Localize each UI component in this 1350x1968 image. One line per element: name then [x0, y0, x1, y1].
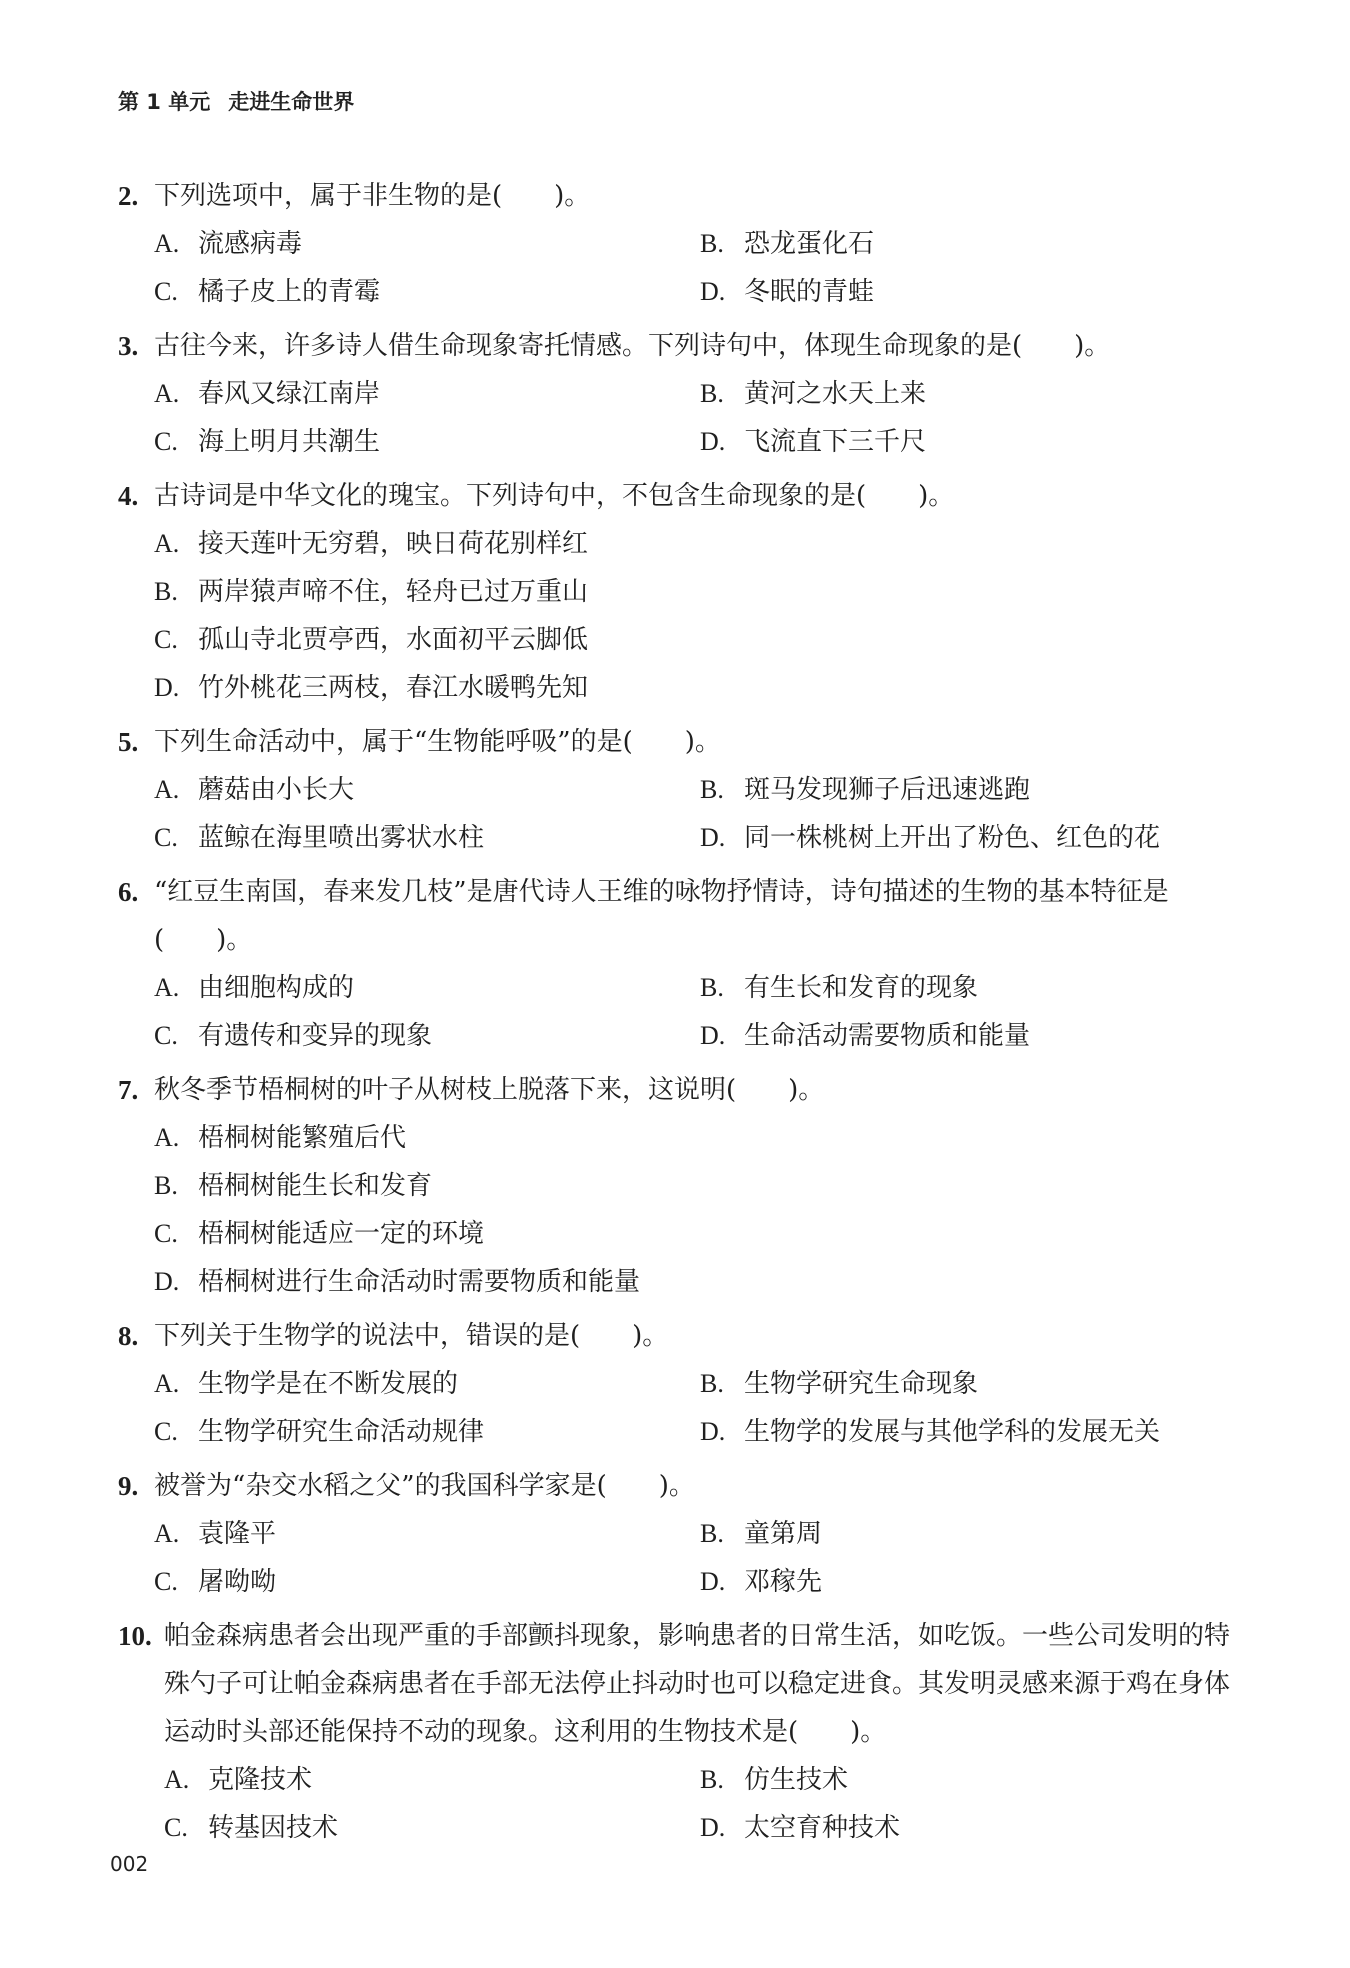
question-number: 2.: [118, 181, 139, 211]
option-b: B. 黄河之水天上来: [700, 379, 927, 409]
page-number: 002: [110, 1852, 149, 1876]
question-number: 10.: [118, 1621, 152, 1651]
question-3: [118, 322, 1248, 466]
option-c: C. 转基因技术: [164, 1813, 339, 1843]
option-d: D. 生物学的发展与其他学科的发展无关: [700, 1417, 1161, 1447]
option-c: C. 有遗传和变异的现象: [154, 1021, 433, 1051]
question-stem: 秋冬季节梧桐树的叶子从树枝上脱落下来，这说明( )。: [154, 1075, 825, 1105]
option-c: C. 海上明月共潮生: [154, 427, 381, 457]
question-stem: 下列生命活动中，属于“生物能呼吸”的是( )。: [154, 727, 721, 757]
option-d: D. 生命活动需要物质和能量: [700, 1021, 1031, 1051]
question-number: 6.: [118, 877, 139, 907]
option-d: D. 飞流直下三千尺: [700, 427, 927, 457]
option-c: C. 生物学研究生命活动规律: [154, 1417, 485, 1447]
option-b: B. 斑马发现狮子后迅速逃跑: [700, 775, 1031, 805]
question-4: [118, 472, 1248, 712]
question-stem: “红豆生南国，春来发几枝”是唐代诗人王维的咏物抒情诗，诗句描述的生物的基本特征是( )。: [154, 877, 1169, 955]
option-d: D. 太空育种技术: [700, 1813, 901, 1843]
option-d: D. 梧桐树进行生命活动时需要物质和能量: [154, 1267, 641, 1297]
option-d: D. 冬眠的青蛙: [700, 277, 875, 307]
question-number: 8.: [118, 1321, 139, 1351]
question-6: [118, 868, 1248, 1060]
option-d: D. 邓稼先: [700, 1567, 823, 1597]
question-7: [118, 1066, 1248, 1306]
question-number: 4.: [118, 481, 139, 511]
option-c: C. 孤山寺北贾亭西，水面初平云脚低: [154, 625, 589, 655]
question-9: [118, 1462, 1248, 1606]
question-2: [118, 172, 1248, 316]
question-stem: 下列选项中，属于非生物的是( )。: [154, 181, 591, 211]
option-c: C. 梧桐树能适应一定的环境: [154, 1219, 485, 1249]
question-stem: 古往今来，许多诗人借生命现象寄托情感。下列诗句中，体现生命现象的是( )。: [154, 331, 1111, 361]
option-b: B. 仿生技术: [700, 1765, 849, 1795]
option-b: B. 童第周: [700, 1519, 823, 1549]
option-b: B. 梧桐树能生长和发育: [154, 1171, 433, 1201]
question-list: [118, 172, 1248, 1858]
question-stem: 下列关于生物学的说法中，错误的是( )。: [154, 1321, 669, 1351]
option-b: B. 恐龙蛋化石: [700, 229, 875, 259]
option-a: A. 梧桐树能繁殖后代: [154, 1123, 407, 1153]
option-a: A. 蘑菇由小长大: [154, 775, 355, 805]
unit-label: 第 1 单元: [118, 90, 211, 114]
question-number: 9.: [118, 1471, 139, 1501]
question-8: [118, 1312, 1248, 1456]
option-b: B. 有生长和发育的现象: [700, 973, 979, 1003]
option-a: A. 生物学是在不断发展的: [154, 1369, 459, 1399]
option-b: B. 两岸猿声啼不住，轻舟已过万重山: [154, 577, 589, 607]
question-10: [118, 1612, 1248, 1852]
option-a: A. 由细胞构成的: [154, 973, 355, 1003]
option-a: A. 流感病毒: [154, 229, 303, 259]
page-header: [118, 86, 354, 116]
option-b: B. 生物学研究生命现象: [700, 1369, 979, 1399]
option-a: A. 春风又绿江南岸: [154, 379, 381, 409]
option-d: D. 同一株桃树上开出了粉色、红色的花: [700, 823, 1161, 853]
question-5: [118, 718, 1248, 862]
option-d: D. 竹外桃花三两枝，春江水暖鸭先知: [154, 673, 589, 703]
question-number: 3.: [118, 331, 139, 361]
option-a: A. 袁隆平: [154, 1519, 277, 1549]
option-a: A. 接天莲叶无穷碧，映日荷花别样红: [154, 529, 589, 559]
unit-title: 走进生命世界: [228, 90, 355, 114]
question-stem: 帕金森病患者会出现严重的手部颤抖现象，影响患者的日常生活，如吃饭。一些公司发明的特殊勺子可让帕金森病患者在手部无法停止抖动时也可以稳定进食。其发明灵感来源于鸡在身体运动时头部还能保持不动的现象。这利用的生物技术是( )。: [164, 1621, 1231, 1747]
question-stem: 被誉为“杂交水稻之父”的我国科学家是( )。: [154, 1471, 695, 1501]
option-c: C. 橘子皮上的青霉: [154, 277, 381, 307]
question-number: 5.: [118, 727, 139, 757]
option-a: A. 克隆技术: [164, 1765, 313, 1795]
option-c: C. 屠呦呦: [154, 1567, 277, 1597]
question-stem: 古诗词是中华文化的瑰宝。下列诗句中，不包含生命现象的是( )。: [154, 481, 955, 511]
question-number: 7.: [118, 1075, 139, 1105]
option-c: C. 蓝鲸在海里喷出雾状水柱: [154, 823, 485, 853]
